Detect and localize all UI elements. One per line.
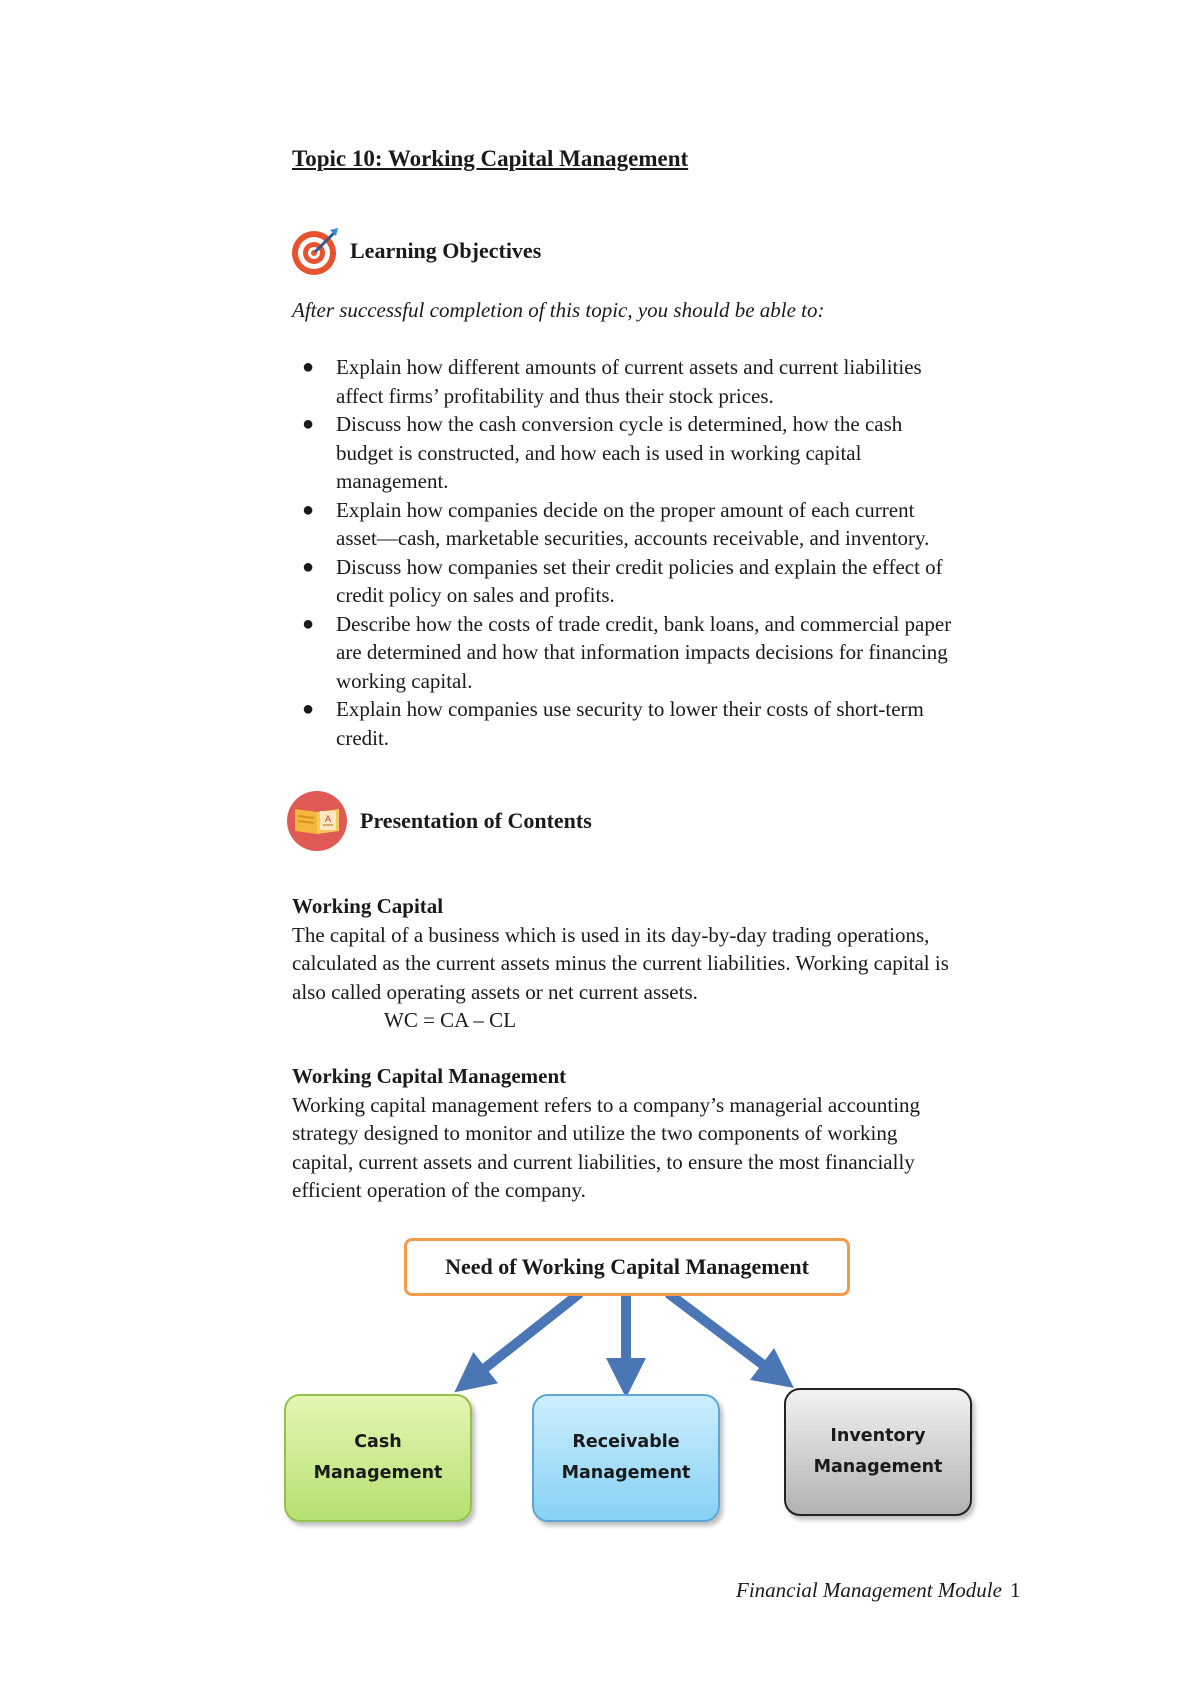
bullet-icon: ● <box>302 413 315 435</box>
list-item <box>292 410 1072 496</box>
paragraph-line: strategy designed to monitor and utilize the two components of working <box>292 1121 898 1145</box>
objective-line: Discuss how the cash conversion cycle is determined, how the cash <box>336 412 903 436</box>
arrow-to-inventory <box>668 1293 778 1376</box>
box-label: Inventory <box>830 1426 926 1446</box>
objective-line: Discuss how companies set their credit policies and explain the effect of <box>336 554 943 579</box>
bullet-icon: ● <box>302 356 315 378</box>
paragraph-line: The capital of a business which is used in its day-by-day trading operations, <box>292 922 930 947</box>
target-icon <box>290 226 342 276</box>
learning-objectives-heading: Learning Objectives <box>350 238 542 263</box>
box-label: Management <box>313 1463 443 1483</box>
objective-line: are determined and how that information impacts decisions for financing <box>336 640 948 664</box>
list-item <box>292 353 1072 410</box>
objective-line: management. <box>336 469 449 493</box>
wcm-section <box>292 1062 1082 1205</box>
objectives-intro: After successful completion of this topic, you should be able to: <box>292 298 825 322</box>
list-item <box>292 553 1072 610</box>
footer-text: Financial Management Module <box>736 1578 1002 1602</box>
presentation-header <box>286 790 592 852</box>
objectives-list <box>292 353 1072 752</box>
need-of-wcm-box: Need of Working Capital Management <box>404 1238 850 1296</box>
objective-line: Describe how the costs of trade credit, bank loans, and commercial paper <box>336 611 952 636</box>
section-heading: Working Capital <box>292 894 444 918</box>
page-footer <box>736 1578 1020 1603</box>
objective-line: budget is constructed, and how each is used in working capital <box>336 440 862 465</box>
objective-line: asset—cash, marketable securities, accounts receivable, and inventory. <box>336 526 930 550</box>
paragraph-line: also called operating assets or net current assets. <box>292 979 698 1004</box>
objective-line: credit. <box>336 725 390 750</box>
paragraph-line: capital, current assets and current liabilities, to ensure the most financially <box>292 1149 915 1174</box>
list-item <box>292 610 1072 696</box>
box-label: Management <box>813 1457 943 1477</box>
svg-text:A: A <box>324 815 332 825</box>
list-item <box>292 496 1072 553</box>
receivable-management-box <box>532 1394 720 1522</box>
bullet-icon: ● <box>302 612 315 635</box>
objective-line: affect firms’ profitability and thus their stock prices. <box>336 383 774 408</box>
objective-line: Explain how different amounts of current assets and current liabilities <box>336 355 922 379</box>
list-item <box>292 695 1072 752</box>
page-number: 1 <box>1009 1578 1021 1602</box>
learning-objectives-header <box>290 226 541 276</box>
wcm-diagram <box>270 1238 990 1518</box>
book-icon <box>286 790 348 852</box>
presentation-heading: Presentation of Contents <box>360 808 592 833</box>
objective-line: working capital. <box>336 668 473 693</box>
box-label: Management <box>561 1463 691 1483</box>
paragraph-line: Working capital management refers to a company’s managerial accounting <box>292 1092 921 1117</box>
working-capital-section <box>292 892 1082 1035</box>
cash-management-box <box>284 1394 472 1522</box>
arrow-to-cash <box>470 1293 580 1380</box>
paragraph-line: efficient operation of the company. <box>292 1178 586 1202</box>
paragraph-line: calculated as the current assets minus the current liabilities. Working capital is <box>292 951 949 975</box>
topic-title: Topic 10: Working Capital Management <box>292 146 689 171</box>
objective-line: Explain how companies decide on the proper amount of each current <box>336 497 915 522</box>
box-label: Cash <box>354 1432 402 1452</box>
formula: WC = CA – CL <box>384 1008 517 1032</box>
section-heading: Working Capital Management <box>292 1064 567 1088</box>
bullet-icon: ● <box>302 498 315 521</box>
inventory-management-box <box>784 1388 972 1516</box>
bullet-icon: ● <box>302 555 315 578</box>
bullet-icon: ● <box>302 698 315 720</box>
box-label: Receivable <box>572 1432 680 1452</box>
objective-line: credit policy on sales and profits. <box>336 583 615 607</box>
objective-line: Explain how companies use security to lower their costs of short-term <box>336 697 924 721</box>
